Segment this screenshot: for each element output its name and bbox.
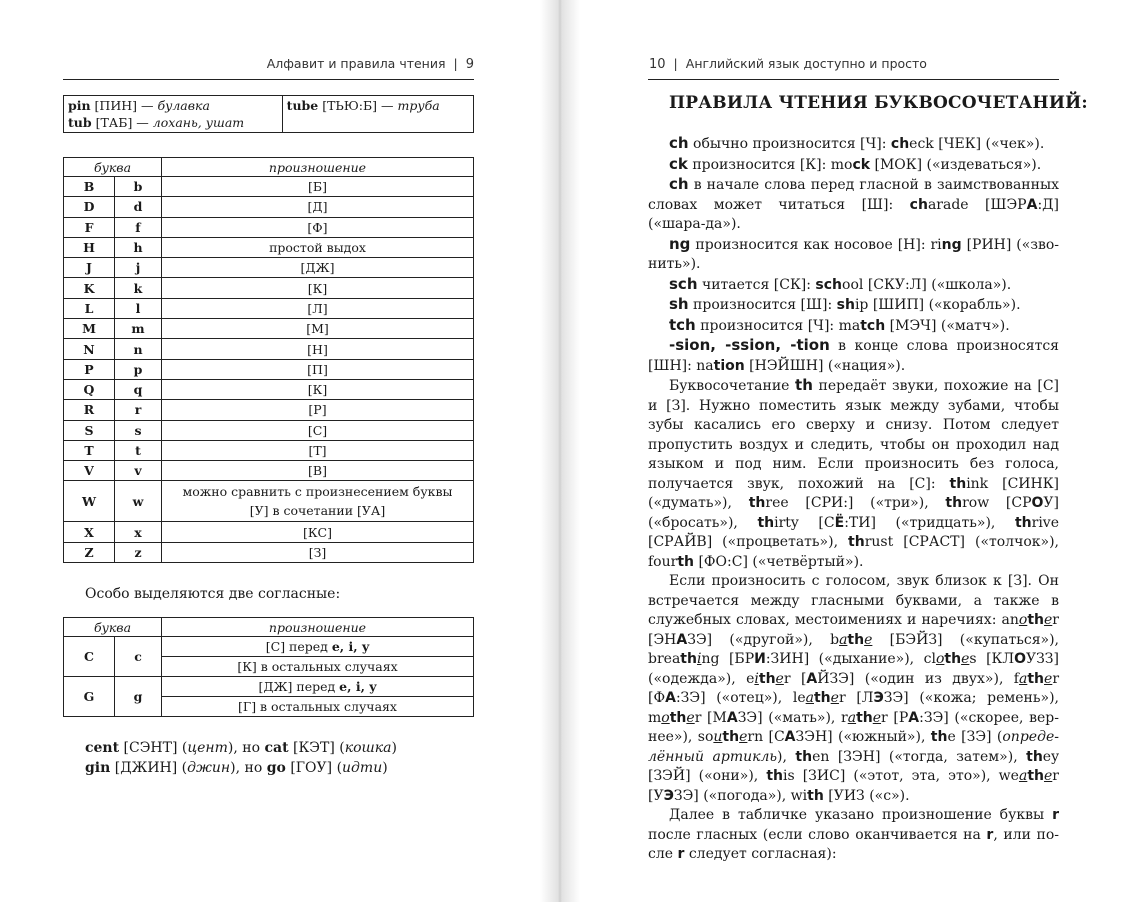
letter-lower: b bbox=[115, 177, 162, 197]
letter-upper: B bbox=[64, 177, 115, 197]
letter-lower: w bbox=[115, 481, 162, 522]
letter-lower: z bbox=[115, 542, 162, 562]
example-transcription: [СЭНТ] ( bbox=[119, 740, 188, 756]
letter-upper: V bbox=[64, 461, 115, 481]
section-title: ПРАВИЛА ЧТЕНИЯ БУКВОСОЧЕТАНИЙ: bbox=[669, 93, 1088, 113]
pronunciation: [М] bbox=[162, 319, 474, 339]
letter-lower: f bbox=[115, 217, 162, 237]
letter-row bbox=[64, 542, 474, 562]
letter-row bbox=[64, 481, 474, 522]
paragraph: Если произносить с голосом, звук близок к [З]. Он встречается между гласными буквами, а также в служебных словах, местоимениях и наречиях: another [ЭНАЗЭ] («другой»), bathe [БЭЙЗ] («купаться»), breathing [БРИ:ЗИН] («дыхание»), clothes [КЛОУЗЗ] («одежда»), either [АЙЗЭ] («один из двух»), father [ФА:ЗЭ] («отец»), leather [ЛЭЗЭ] («кожа; ремень»), mother [МАЗЭ] («мать»), rather [РА:ЗЭ] («скорее, вер-нее»), southern [САЗЭН] («южный»), the [ЗЭ] (опреде-лённый артикль), then [ЗЭН] («тогда, затем»), they [ЗЭЙ] («они»), this [ЗИС] («этот, эта, это»), weather [УЭЗЭ] («погода»), with [УИЗ («с»). bbox=[648, 573, 1060, 804]
letter-upper: M bbox=[64, 319, 115, 339]
letter-row bbox=[64, 258, 474, 278]
letter-upper: Q bbox=[64, 379, 115, 399]
letter-row bbox=[64, 197, 474, 217]
letter-upper: F bbox=[64, 217, 115, 237]
paragraph: ck произносится [К]: mock [МОК] («издеваться»). bbox=[669, 154, 1042, 173]
pronunciation: [КС] bbox=[162, 522, 474, 542]
letter-upper: N bbox=[64, 339, 115, 359]
letter-lower: s bbox=[115, 420, 162, 440]
letter-lower: x bbox=[115, 522, 162, 542]
paragraph: Буквосочетание th передаёт звуки, похожие на [С] и [З]. Нужно поместить язык между зубами, чтобы зубы касались его сверху и снизу. Потом следует пропустить воздух и следить, чтобы он проходил над языком и под ним. Если произносить без голоса, получается звук, похожий на [С]: think [СИНК] («думать»), three [СРИ:] («три»), throw [СРОУ] («бросать»), thirty [СЁ:ТИ] («тридцать»), thrive [СРАЙВ] («процветать»), thrust [СРАСТ] («толчок»), fourth [ФО:С] («четвёртый»). bbox=[648, 376, 1060, 570]
example-meaning: булавка bbox=[157, 98, 210, 113]
letter-row bbox=[64, 298, 474, 318]
paragraph: sh произносится [Ш]: ship [ШИП] («корабль»). bbox=[669, 295, 1021, 313]
letter-upper: D bbox=[64, 197, 115, 217]
soft-hard-examples bbox=[85, 738, 397, 778]
letter-row bbox=[64, 177, 474, 197]
letter-upper: L bbox=[64, 298, 115, 318]
example-word: gin bbox=[85, 760, 111, 776]
letter-upper: P bbox=[64, 359, 115, 379]
letter-upper: S bbox=[64, 420, 115, 440]
pronunciation: [Ф] bbox=[162, 217, 474, 237]
header-title: Английский язык доступно и просто bbox=[685, 56, 927, 71]
letters-table bbox=[63, 157, 474, 563]
header-pronunciation: произношение bbox=[162, 158, 474, 177]
running-header-right bbox=[649, 56, 927, 72]
pronunciation-line: можно сравнить с произнесением буквы bbox=[182, 484, 453, 500]
pronunciation-rule bbox=[162, 677, 474, 697]
letter-row bbox=[64, 420, 474, 440]
body-text bbox=[648, 134, 1059, 865]
pronunciation: [В] bbox=[162, 461, 474, 481]
letter-lower: c bbox=[115, 637, 162, 677]
example-meaning: джин bbox=[187, 760, 231, 776]
paragraph: ch обычно произносится [Ч]: check [ЧЕК] («чек»). bbox=[669, 134, 1045, 152]
letter-lower: v bbox=[115, 461, 162, 481]
letter-upper: R bbox=[64, 400, 115, 420]
header-separator: | bbox=[453, 56, 458, 71]
example-meaning: идти bbox=[342, 760, 383, 776]
letter-lower: n bbox=[115, 339, 162, 359]
book-gutter bbox=[540, 0, 580, 902]
pronunciation: [С] bbox=[162, 420, 474, 440]
letter-lower: t bbox=[115, 440, 162, 460]
rule-text: [С] перед bbox=[265, 639, 332, 654]
letter-lower: m bbox=[115, 319, 162, 339]
paragraph: ng произносится как носовое [Н]: ring [РИН] («зво-нить»). bbox=[648, 234, 1060, 272]
example-word: go bbox=[266, 760, 286, 776]
example-transcription: [ДЖИН] ( bbox=[110, 760, 188, 776]
pronunciation: [Т] bbox=[162, 440, 474, 460]
paragraph: -sion, -ssion, -tion в конце слова произносятся [ШН]: nation [НЭЙШН] («нация»). bbox=[648, 336, 1059, 374]
rule-text: [ДЖ] перед bbox=[258, 679, 340, 694]
pronunciation-rule bbox=[162, 637, 474, 657]
examples-cell-left bbox=[64, 96, 283, 133]
letter-upper: T bbox=[64, 440, 115, 460]
pronunciation: [З] bbox=[162, 542, 474, 562]
example-meaning: цент bbox=[187, 740, 228, 756]
running-header-left bbox=[267, 56, 474, 72]
example-transcription: [ПИН] — bbox=[90, 98, 158, 113]
header-title: Алфавит и правила чтения bbox=[266, 56, 446, 71]
pronunciation: [К] bbox=[162, 379, 474, 399]
letter-lower: l bbox=[115, 298, 162, 318]
letter-upper: W bbox=[64, 481, 115, 522]
letter-lower: p bbox=[115, 359, 162, 379]
page-number: 10 bbox=[649, 57, 666, 72]
example-text: ), но bbox=[230, 760, 267, 776]
example-text: ) bbox=[391, 740, 397, 756]
example-word: cent bbox=[85, 740, 120, 756]
example-word: tube bbox=[286, 98, 319, 113]
pronunciation: [ДЖ] bbox=[162, 258, 474, 278]
letter-upper: J bbox=[64, 258, 115, 278]
example-meaning: труба bbox=[397, 98, 440, 113]
letter-upper: X bbox=[64, 522, 115, 542]
letter-lower: j bbox=[115, 258, 162, 278]
pronunciation: простой выдох bbox=[162, 237, 474, 257]
paragraph: ch в начале слова перед гласной в заимствованных словах может читаться [Ш]: charade [ШЭРА:Д] («шара-да»). bbox=[648, 175, 1059, 232]
example-word: pin bbox=[68, 98, 91, 113]
letter-upper: G bbox=[64, 677, 115, 717]
header-letter: буква bbox=[64, 618, 162, 637]
header-pronunciation: произношение bbox=[162, 618, 474, 637]
pronunciation: [Б] bbox=[162, 177, 474, 197]
letter-lower: k bbox=[115, 278, 162, 298]
letter-lower: g bbox=[115, 677, 162, 717]
letter-row bbox=[64, 379, 474, 399]
paragraph: sch читается [СК]: school [СКУ:Л] («школа»). bbox=[669, 274, 1012, 293]
letter-upper: C bbox=[64, 637, 115, 677]
letter-row bbox=[64, 217, 474, 237]
letter-row bbox=[64, 359, 474, 379]
example-meaning: лохань, ушат bbox=[152, 115, 245, 130]
note-text: Особо выделяются две согласные: bbox=[85, 586, 341, 602]
letter-lower: r bbox=[115, 400, 162, 420]
examples-cell-right bbox=[282, 96, 473, 133]
letter-upper: H bbox=[64, 237, 115, 257]
pronunciation: [Р] bbox=[162, 400, 474, 420]
letter-lower: d bbox=[115, 197, 162, 217]
example-transcription: [ГОУ] ( bbox=[285, 760, 343, 776]
pronunciation-rule: [Г] в остальных случаях bbox=[162, 697, 474, 717]
example-line bbox=[85, 758, 397, 778]
header-separator: | bbox=[673, 56, 678, 71]
example-transcription: [ТЬЮ:Б] — bbox=[318, 98, 398, 113]
letter-row bbox=[64, 522, 474, 542]
pronunciation: [Л] bbox=[162, 298, 474, 318]
pronunciation: [Д] bbox=[162, 197, 474, 217]
letter-row bbox=[64, 461, 474, 481]
letter-row bbox=[64, 237, 474, 257]
letter-row bbox=[64, 278, 474, 298]
pronunciation-line: [У] в сочетании [УА] bbox=[249, 503, 386, 519]
header-letter: буква bbox=[64, 158, 162, 177]
example-transcription: [КЭТ] ( bbox=[288, 740, 345, 756]
letter-upper: Z bbox=[64, 542, 115, 562]
example-text: ) bbox=[382, 760, 388, 776]
header-rule bbox=[648, 79, 1059, 80]
pronunciation: [П] bbox=[162, 359, 474, 379]
right-page bbox=[562, 0, 1121, 902]
example-line bbox=[85, 738, 397, 758]
letter-lower: h bbox=[115, 237, 162, 257]
example-transcription: [ТАБ] — bbox=[91, 115, 153, 130]
example-meaning: кошка bbox=[344, 740, 392, 756]
header-rule bbox=[63, 79, 474, 80]
letter-row bbox=[64, 400, 474, 420]
example-text: ), но bbox=[227, 740, 265, 756]
pronunciation: [Н] bbox=[162, 339, 474, 359]
rule-letters: e, i, y bbox=[331, 639, 370, 654]
paragraph: tch произносится [Ч]: match [МЭЧ] («матч»). bbox=[669, 315, 1010, 334]
letter-row bbox=[64, 339, 474, 359]
example-word: tub bbox=[68, 115, 92, 130]
letter-row bbox=[64, 319, 474, 339]
pronunciation-rule: [К] в остальных случаях bbox=[162, 657, 474, 677]
rule-letters: e, i, y bbox=[339, 679, 377, 694]
left-page bbox=[0, 0, 558, 902]
pronunciation bbox=[162, 481, 474, 522]
example-word: cat bbox=[264, 740, 289, 756]
examples-table-top bbox=[63, 95, 474, 133]
c-g-table bbox=[63, 617, 474, 717]
letter-row bbox=[64, 440, 474, 460]
page-number: 9 bbox=[465, 57, 474, 72]
letter-upper: K bbox=[64, 278, 115, 298]
paragraph: Далее в табличке указано произношение буквы r после гласных (если слово оканчивается на r, или по-сле r следует согласная): bbox=[648, 807, 1059, 862]
letter-lower: q bbox=[115, 379, 162, 399]
pronunciation: [К] bbox=[162, 278, 474, 298]
